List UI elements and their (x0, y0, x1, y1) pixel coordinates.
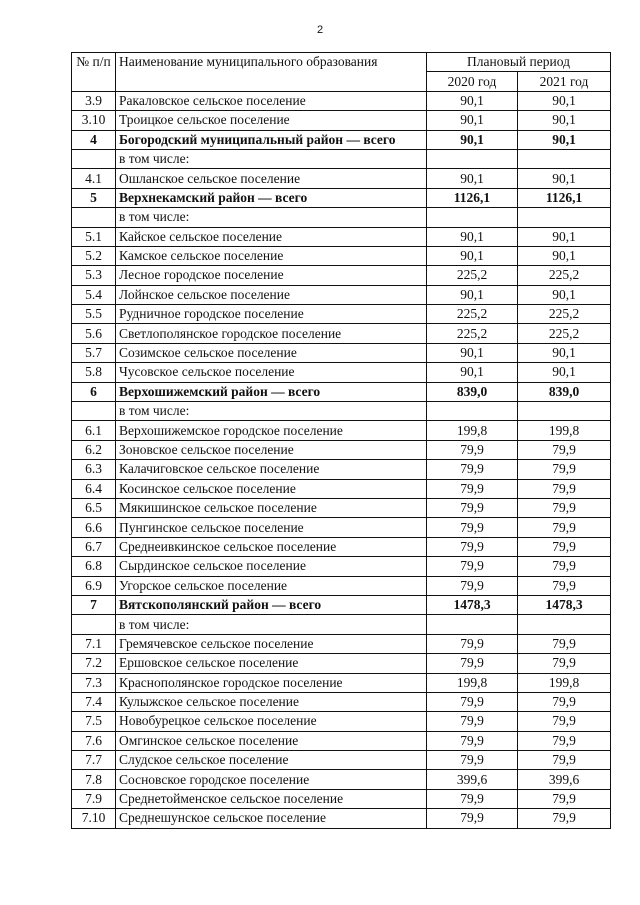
municipality-name: Гремячевское сельское поселение (116, 634, 427, 653)
value-2020: 90,1 (427, 363, 518, 382)
table-row (72, 751, 611, 770)
municipality-name: Угорское сельское поселение (116, 576, 427, 595)
value-2021: 90,1 (518, 130, 611, 149)
row-number: 7.1 (72, 634, 116, 653)
table-row (72, 111, 611, 130)
municipality-name: Краснополянское городское поселение (116, 673, 427, 692)
row-number: 7.5 (72, 712, 116, 731)
value-2021: 90,1 (518, 169, 611, 188)
value-2021: 79,9 (518, 654, 611, 673)
value-2021: 79,9 (518, 576, 611, 595)
value-2020 (427, 615, 518, 634)
value-2021: 79,9 (518, 518, 611, 537)
municipality-name: Сырдинское сельское поселение (116, 557, 427, 576)
row-number: 6.5 (72, 498, 116, 517)
value-2020: 225,2 (427, 305, 518, 324)
municipality-name: Ракаловское сельское поселение (116, 91, 427, 110)
municipality-name: Кайское сельское поселение (116, 227, 427, 246)
value-2020: 79,9 (427, 460, 518, 479)
value-2021: 79,9 (518, 498, 611, 517)
table-row (72, 518, 611, 537)
value-2020: 79,9 (427, 692, 518, 711)
municipality-name: Омгинское сельское поселение (116, 731, 427, 750)
value-2021: 90,1 (518, 285, 611, 304)
table-row (72, 634, 611, 653)
table-row (72, 615, 611, 634)
municipality-name: Верхнекамский район — всего (116, 188, 427, 207)
value-2021: 90,1 (518, 343, 611, 362)
municipality-name: Слудское сельское поселение (116, 751, 427, 770)
row-number: 5.8 (72, 363, 116, 382)
value-2021 (518, 615, 611, 634)
municipality-name: Лесное городское поселение (116, 266, 427, 285)
table-row (72, 809, 611, 828)
value-2020: 79,9 (427, 809, 518, 828)
header-row (72, 53, 611, 72)
value-2021: 225,2 (518, 305, 611, 324)
municipality-name: Камское сельское поселение (116, 246, 427, 265)
row-number: 6.7 (72, 537, 116, 556)
row-number: 5.7 (72, 343, 116, 362)
row-number (72, 615, 116, 634)
value-2021: 90,1 (518, 91, 611, 110)
value-2020: 79,9 (427, 576, 518, 595)
row-number: 7.10 (72, 809, 116, 828)
table-row (72, 91, 611, 110)
value-2020: 90,1 (427, 227, 518, 246)
table-header (72, 53, 611, 92)
table-row (72, 789, 611, 808)
value-2020: 90,1 (427, 285, 518, 304)
table-row (72, 208, 611, 227)
table-row (72, 595, 611, 614)
value-2020 (427, 402, 518, 421)
municipality-name: Ошланское сельское поселение (116, 169, 427, 188)
row-number: 5.6 (72, 324, 116, 343)
value-2021: 199,8 (518, 673, 611, 692)
table-row (72, 402, 611, 421)
value-2021: 90,1 (518, 363, 611, 382)
value-2020: 79,9 (427, 751, 518, 770)
row-number: 7 (72, 595, 116, 614)
value-2020: 79,9 (427, 440, 518, 459)
municipality-name: Ершовское сельское поселение (116, 654, 427, 673)
municipality-name: Мякишинское сельское поселение (116, 498, 427, 517)
value-2020: 90,1 (427, 111, 518, 130)
value-2020: 399,6 (427, 770, 518, 789)
row-number: 7.4 (72, 692, 116, 711)
table-row (72, 770, 611, 789)
table-row (72, 479, 611, 498)
row-number: 5.4 (72, 285, 116, 304)
municipality-name: Богородский муниципальный район — всего (116, 130, 427, 149)
value-2020: 79,9 (427, 654, 518, 673)
table-row (72, 343, 611, 362)
value-2020: 1126,1 (427, 188, 518, 207)
value-2021 (518, 402, 611, 421)
municipality-name: в том числе: (116, 208, 427, 227)
value-2020 (427, 208, 518, 227)
table-row (72, 731, 611, 750)
value-2021: 79,9 (518, 809, 611, 828)
row-number: 5.2 (72, 246, 116, 265)
value-2021: 79,9 (518, 479, 611, 498)
value-2020: 79,9 (427, 557, 518, 576)
row-number: 4 (72, 130, 116, 149)
value-2020: 199,8 (427, 421, 518, 440)
value-2020: 79,9 (427, 537, 518, 556)
table-row (72, 149, 611, 168)
value-2020: 79,9 (427, 518, 518, 537)
row-number: 6.9 (72, 576, 116, 595)
table-row (72, 246, 611, 265)
table-row (72, 324, 611, 343)
value-2021: 79,9 (518, 692, 611, 711)
value-2021: 79,9 (518, 557, 611, 576)
value-2021: 79,9 (518, 537, 611, 556)
page-number: 2 (316, 24, 324, 36)
value-2020: 90,1 (427, 91, 518, 110)
municipality-name: Вятскополянский район — всего (116, 595, 427, 614)
row-number: 6.6 (72, 518, 116, 537)
value-2021: 90,1 (518, 246, 611, 265)
value-2021: 225,2 (518, 324, 611, 343)
value-2021: 79,9 (518, 789, 611, 808)
value-2020: 1478,3 (427, 595, 518, 614)
row-number: 5.5 (72, 305, 116, 324)
value-2020: 225,2 (427, 324, 518, 343)
row-number: 6 (72, 382, 116, 401)
municipality-name: Кулыжское сельское поселение (116, 692, 427, 711)
table-row (72, 498, 611, 517)
value-2021: 1478,3 (518, 595, 611, 614)
municipality-name: Сосновское городское поселение (116, 770, 427, 789)
row-number: 7.6 (72, 731, 116, 750)
municipality-name: Созимское сельское поселение (116, 343, 427, 362)
value-2020: 79,9 (427, 634, 518, 653)
municipality-name: Светлополянское городское поселение (116, 324, 427, 343)
table-row (72, 421, 611, 440)
table-row (72, 188, 611, 207)
row-number: 7.3 (72, 673, 116, 692)
municipality-name: в том числе: (116, 615, 427, 634)
table-row (72, 460, 611, 479)
table-row (72, 673, 611, 692)
value-2020: 90,1 (427, 246, 518, 265)
value-2021: 79,9 (518, 712, 611, 731)
value-2020: 199,8 (427, 673, 518, 692)
municipality-name: Среднеивкинское сельское поселение (116, 537, 427, 556)
row-number: 7.9 (72, 789, 116, 808)
value-2021: 90,1 (518, 227, 611, 246)
value-2020: 90,1 (427, 343, 518, 362)
row-number: 5 (72, 188, 116, 207)
table-row (72, 382, 611, 401)
value-2021: 199,8 (518, 421, 611, 440)
value-2021: 839,0 (518, 382, 611, 401)
municipality-name: Косинское сельское поселение (116, 479, 427, 498)
header-municipality: Наименование муниципального образования (116, 53, 427, 92)
row-number (72, 402, 116, 421)
value-2021: 225,2 (518, 266, 611, 285)
municipality-name: Троицкое сельское поселение (116, 111, 427, 130)
row-number: 6.3 (72, 460, 116, 479)
row-number: 4.1 (72, 169, 116, 188)
value-2021: 79,9 (518, 460, 611, 479)
header-planning-period: Плановый период (427, 53, 611, 72)
municipality-name: в том числе: (116, 149, 427, 168)
table-row (72, 130, 611, 149)
municipality-name: Чусовское сельское поселение (116, 363, 427, 382)
municipality-name: Новобурецкое сельское поселение (116, 712, 427, 731)
municipality-name: Среднешунское сельское поселение (116, 809, 427, 828)
row-number: 5.1 (72, 227, 116, 246)
municipality-name: Пунгинское сельское поселение (116, 518, 427, 537)
table-row (72, 576, 611, 595)
row-number (72, 208, 116, 227)
table-row (72, 712, 611, 731)
value-2020: 90,1 (427, 169, 518, 188)
table-row (72, 654, 611, 673)
value-2020: 839,0 (427, 382, 518, 401)
budget-table (71, 52, 611, 829)
municipality-name: Верхошижемское городское поселение (116, 421, 427, 440)
value-2020: 79,9 (427, 731, 518, 750)
table-row (72, 363, 611, 382)
row-number: 3.10 (72, 111, 116, 130)
value-2021: 1126,1 (518, 188, 611, 207)
value-2021: 79,9 (518, 634, 611, 653)
header-year-2021: 2021 год (518, 72, 611, 91)
row-number: 3.9 (72, 91, 116, 110)
table-row (72, 557, 611, 576)
table-row (72, 227, 611, 246)
value-2020 (427, 149, 518, 168)
municipality-name: в том числе: (116, 402, 427, 421)
row-number: 7.7 (72, 751, 116, 770)
table-row (72, 305, 611, 324)
value-2020: 79,9 (427, 498, 518, 517)
row-number: 6.4 (72, 479, 116, 498)
municipality-name: Рудничное городское поселение (116, 305, 427, 324)
table-row (72, 266, 611, 285)
municipality-name: Среднетойменское сельское поселение (116, 789, 427, 808)
row-number: 7.2 (72, 654, 116, 673)
row-number (72, 149, 116, 168)
value-2020: 79,9 (427, 789, 518, 808)
row-number: 7.8 (72, 770, 116, 789)
row-number: 6.1 (72, 421, 116, 440)
value-2021: 79,9 (518, 751, 611, 770)
header-number: № п/п (72, 53, 116, 92)
value-2020: 90,1 (427, 130, 518, 149)
row-number: 5.3 (72, 266, 116, 285)
value-2021 (518, 149, 611, 168)
table-row (72, 285, 611, 304)
table-row (72, 440, 611, 459)
value-2020: 79,9 (427, 712, 518, 731)
row-number: 6.2 (72, 440, 116, 459)
value-2021: 90,1 (518, 111, 611, 130)
table-row (72, 692, 611, 711)
table-row (72, 537, 611, 556)
value-2020: 79,9 (427, 479, 518, 498)
value-2021: 79,9 (518, 731, 611, 750)
municipality-name: Лойнское сельское поселение (116, 285, 427, 304)
table-body (72, 91, 611, 828)
municipality-name: Зоновское сельское поселение (116, 440, 427, 459)
value-2021 (518, 208, 611, 227)
municipality-name: Верхошижемский район — всего (116, 382, 427, 401)
table-row (72, 169, 611, 188)
value-2020: 225,2 (427, 266, 518, 285)
municipality-name: Калачиговское сельское поселение (116, 460, 427, 479)
header-year-2020: 2020 год (427, 72, 518, 91)
row-number: 6.8 (72, 557, 116, 576)
value-2021: 399,6 (518, 770, 611, 789)
value-2021: 79,9 (518, 440, 611, 459)
